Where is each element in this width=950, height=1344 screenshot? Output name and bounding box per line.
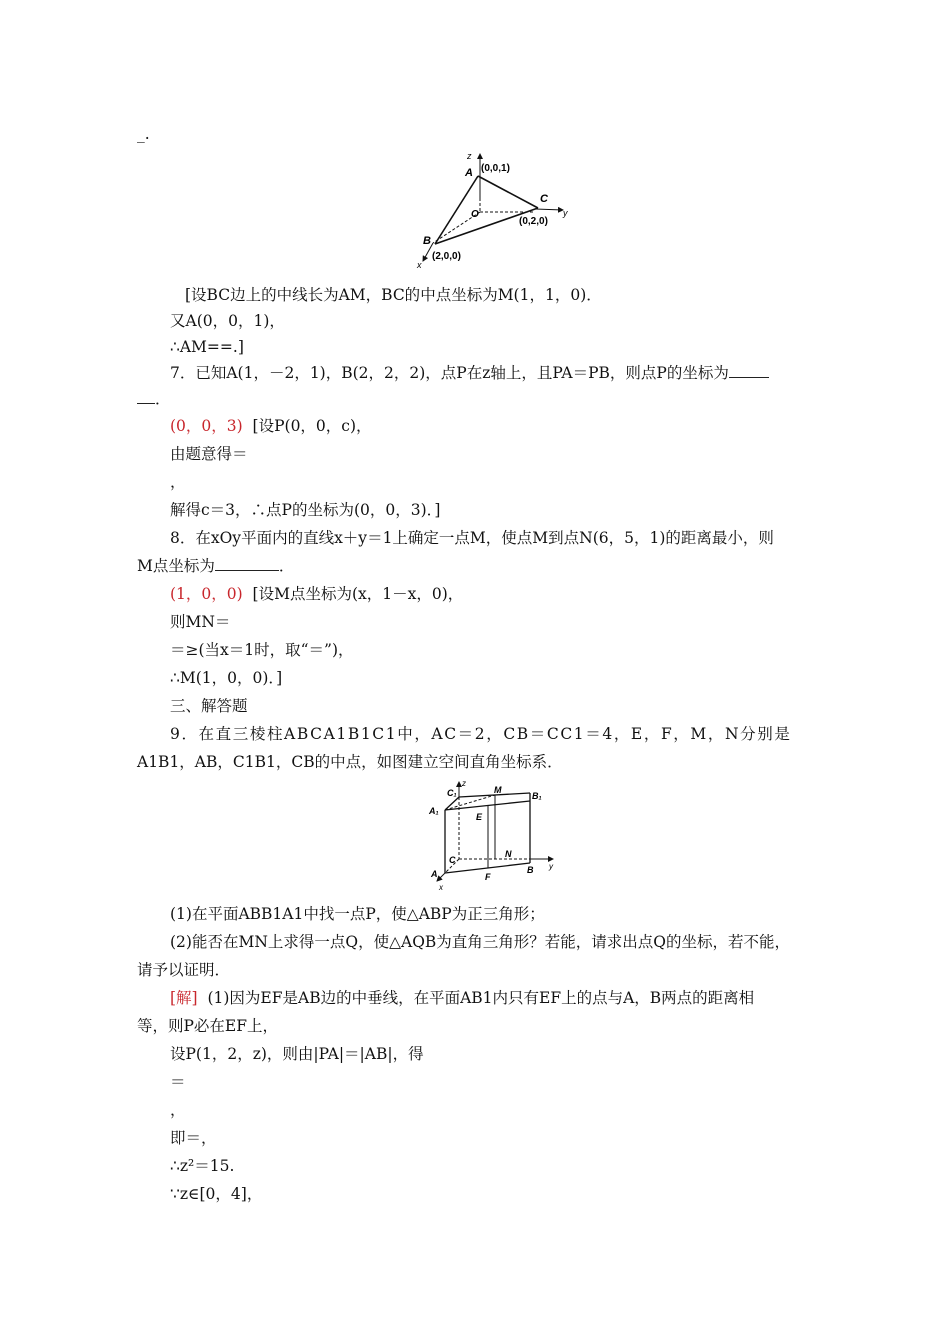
q8-solution-line2: 则MN＝ — [170, 613, 231, 631]
label-E: E — [476, 812, 483, 822]
q9-question-line2: A1B1，AB，C1B1，CB的中点，如图建立空间直角坐标系． — [137, 753, 563, 771]
label-A1: A₁ — [429, 806, 439, 816]
q7-solution-line3: ， — [170, 473, 186, 491]
label-C: C — [449, 855, 456, 865]
q8-question-line1: 8．在xOy平面内的直线x＋y＝1上确定一点M，使点M到点N(6，5，1)的距离最小，则 — [170, 529, 774, 547]
q7-solution-text1: [设P(0，0，c)， — [252, 417, 372, 435]
label-C-coord: (0,2,0) — [519, 216, 548, 227]
q9-solution-line5: ， — [170, 1101, 186, 1119]
label-F: F — [485, 872, 491, 882]
q9-solution-line2: 等，则P必在EF上， — [137, 1017, 278, 1035]
q8-answer-blank — [215, 556, 279, 571]
section-heading: 三、解答题 — [170, 697, 248, 715]
label-B-coord: (2,0,0) — [432, 251, 461, 262]
q9-solution-line1 — [170, 988, 754, 1008]
q7-solution-line1 — [170, 416, 372, 436]
label-z2: z — [462, 779, 466, 788]
q7-answer-blank-cont — [137, 389, 155, 404]
q9-part1: (1)在平面ABB1A1中找一点P，使△ABP为正三角形； — [170, 905, 545, 923]
q9-part2: (2)能否在MN上求得一点Q，使△AQB为直角三角形？若能，请求出点Q的坐标，若不能， — [170, 933, 791, 951]
label-z: z — [467, 151, 472, 161]
q7-solution-line2: 由题意得＝ — [170, 445, 248, 463]
q7-question-line2 — [137, 389, 171, 409]
prism-figure — [425, 779, 560, 894]
q6-solution-line1: [设BC边上的中线长为AM，BC的中点坐标为M(1，1，0)． — [185, 286, 602, 304]
tetrahedron-figure — [415, 146, 575, 274]
q8-end: ． — [278, 557, 295, 575]
q9-solution-text1: (1)因为EF是AB边的中垂线，在平面AB1内只有EF上的点与A，B两点的距离相 — [207, 989, 755, 1007]
label-A-coord: (0,0,1) — [481, 163, 510, 174]
label-B: B — [527, 865, 534, 875]
q7-solution-line4: 解得c＝3，∴点P的坐标为(0，0，3)．] — [170, 501, 441, 519]
q9-question-line1: 9．在直三棱柱ABCA1B1C1中，AC＝2，CB＝CC1＝4，E，F，M，N分别是 — [170, 725, 792, 743]
q6-solution-line2: 又A(0，0，1)， — [170, 312, 285, 330]
label-B1: B₁ — [532, 791, 542, 801]
q9-solution-line7: ∴z²＝15. — [170, 1157, 235, 1175]
q7-answer-blank — [729, 363, 769, 378]
label-x: x — [417, 260, 422, 270]
label-N: N — [505, 849, 512, 859]
label-A: A — [465, 167, 473, 179]
q7-answer: (0，0，3) — [170, 417, 243, 435]
label-x2: x — [439, 883, 443, 892]
label-M: M — [494, 785, 502, 795]
q9-solution-line4: ＝ — [170, 1073, 186, 1091]
q8-solution-line3: ＝≥(当x＝1时，取“＝”)， — [170, 641, 354, 659]
q8-answer: (1，0，0) — [170, 585, 243, 603]
q8-prompt: M点坐标为 — [137, 557, 215, 575]
q8-solution-line1 — [170, 584, 463, 604]
top-fragment: _. — [137, 125, 150, 143]
label-O: O — [471, 209, 479, 220]
q7-question-line1 — [170, 363, 769, 383]
label-y2: y — [549, 862, 553, 871]
q8-question-line2 — [137, 556, 294, 576]
label-y: y — [563, 208, 568, 218]
q7-text: 7．已知A(1，－2，1)，B(2，2，2)，点P在z轴上，且PA＝PB，则点P的坐标为 — [170, 364, 729, 382]
q6-solution-line3: ∴AM==.] — [170, 338, 244, 356]
label-A: A — [431, 869, 438, 879]
label-B: B — [423, 235, 431, 247]
label-C: C — [540, 193, 548, 205]
q9-solution-line8: ∵z∈[0，4]， — [170, 1185, 263, 1203]
q8-solution-line4: ∴M(1，0，0)．] — [170, 669, 283, 687]
label-C1: C₁ — [447, 788, 457, 798]
solution-tag: [解] — [170, 989, 198, 1007]
q9-solution-line6: 即＝， — [170, 1129, 217, 1147]
q8-solution-text1: [设M点坐标为(x，1－x，0)， — [252, 585, 464, 603]
q9-part2-cont: 请予以证明． — [137, 961, 231, 979]
q9-solution-line3: 设P(1，2，z)，则由|PA|＝|AB|，得 — [170, 1045, 424, 1063]
y-axis — [535, 209, 563, 210]
q7-end: ． — [155, 390, 171, 408]
